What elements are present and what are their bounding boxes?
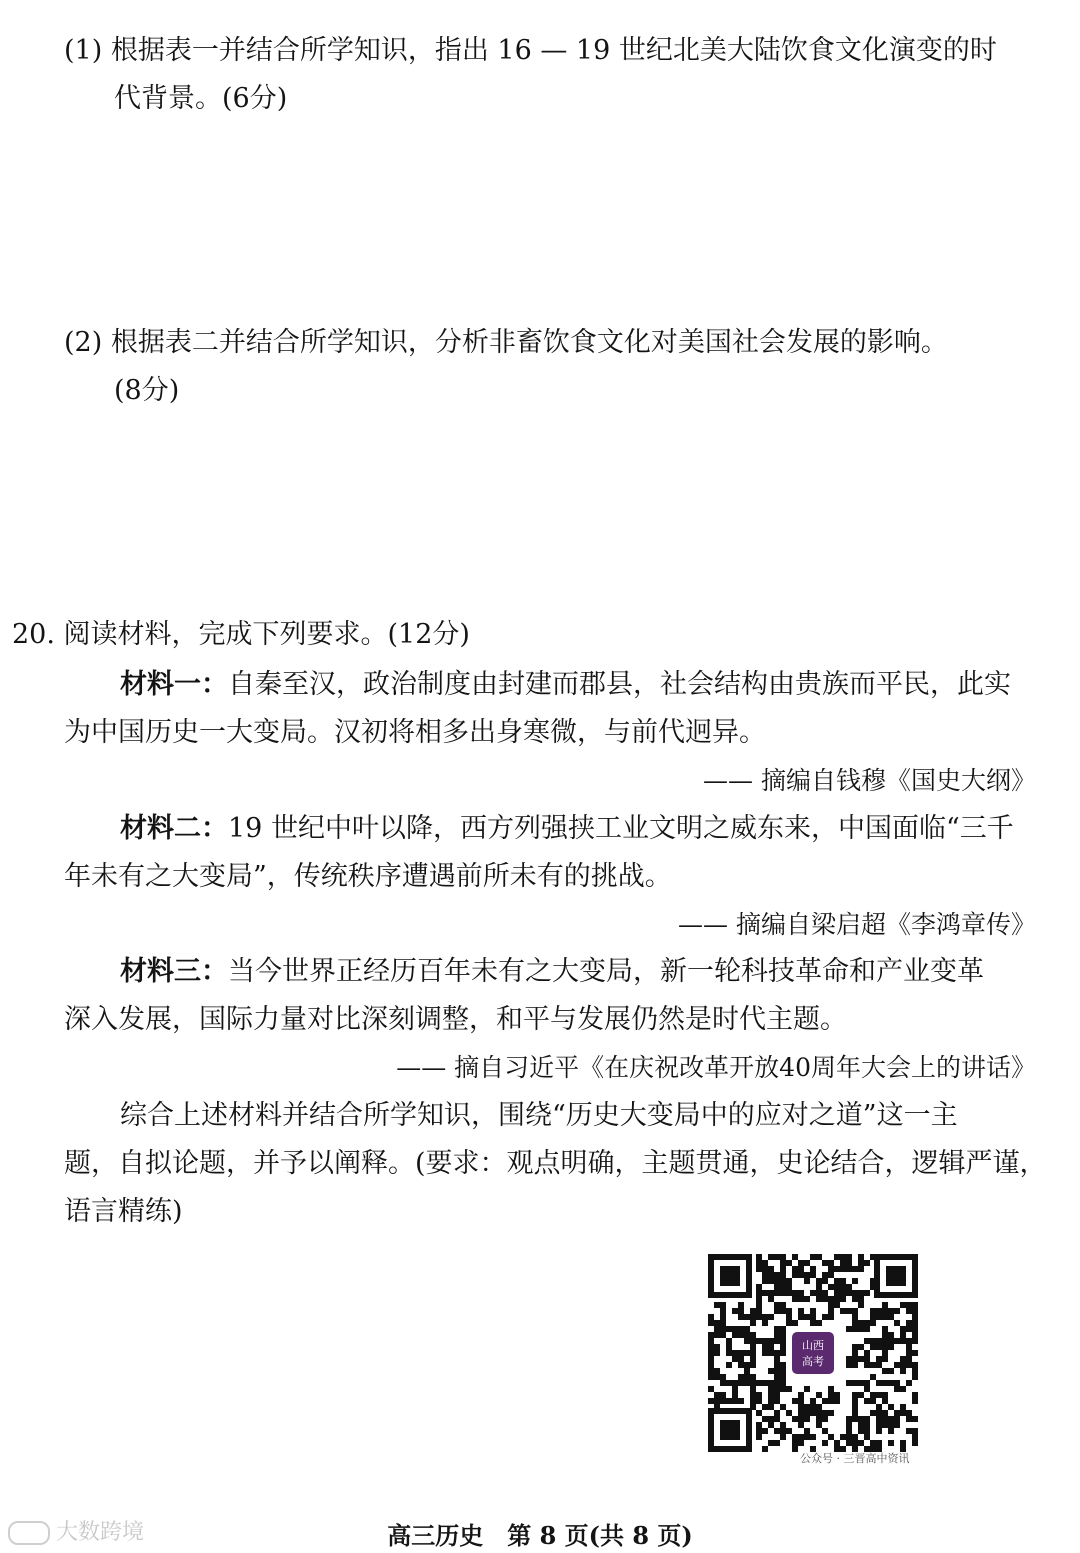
qr-caption: 公众号 · 三晋高中资讯 (800, 1452, 910, 1465)
material-3-text: 当今世界正经历百年未有之大变局，新一轮科技革命和产业变革 (228, 956, 984, 987)
qr-code (704, 1250, 922, 1456)
material-2-line1 (120, 812, 1014, 846)
material-3-line1 (120, 955, 984, 989)
material-1-text: 自秦至汉，政治制度由封建而郡县，社会结构由贵族而平民，此实 (228, 669, 1011, 700)
qr-logo-line2: 高考 (802, 1355, 824, 1368)
q20-heading: 20. 阅读材料，完成下列要求。(12分) (12, 619, 470, 650)
material-3-label: 材料三： (120, 956, 228, 987)
material-1-label: 材料一： (120, 669, 228, 700)
q19-part2-line2: (8分) (114, 375, 180, 406)
material-2-line2: 年未有之大变局”，传统秩序遭遇前所未有的挑战。 (64, 861, 672, 892)
qr-logo-line1: 山西 (802, 1339, 824, 1352)
page-footer: 高三历史 第 8 页(共 8 页) (387, 1521, 693, 1550)
material-1-source: —— 摘编自钱穆《国史大纲》 (703, 766, 1036, 795)
task-line2: 题，自拟论题，并予以阐释。(要求：观点明确，主题贯通，史论结合，逻辑严谨， (64, 1148, 1047, 1179)
material-2-source: —— 摘编自梁启超《李鸿章传》 (678, 910, 1036, 939)
task-line3: 语言精练) (64, 1196, 183, 1227)
material-2-label: 材料二： (120, 813, 228, 844)
task-line1: 综合上述材料并结合所学知识，围绕“历史大变局中的应对之道”这一主 (120, 1100, 958, 1131)
material-1-line2: 为中国历史一大变局。汉初将相多出身寒微，与前代迥异。 (64, 717, 766, 748)
material-3-source: —— 摘自习近平《在庆祝改革开放40周年大会上的讲话》 (396, 1053, 1036, 1082)
material-3-line2: 深入发展，国际力量对比深刻调整，和平与发展仍然是时代主题。 (64, 1004, 847, 1035)
material-1-line1 (120, 668, 1011, 702)
material-2-text: 19 世纪中叶以降，西方列强挟工业文明之威东来，中国面临“三千 (228, 813, 1014, 844)
q19-part1-line2: 代背景。(6分) (114, 83, 288, 114)
q19-part1-line1: (1) 根据表一并结合所学知识，指出 16 — 19 世纪北美大陆饮食文化演变的时 (64, 35, 997, 66)
watermark-text: 大数跨境 (56, 1520, 145, 1545)
q19-part2-line1: (2) 根据表二并结合所学知识，分析非畜饮食文化对美国社会发展的影响。 (64, 327, 948, 358)
